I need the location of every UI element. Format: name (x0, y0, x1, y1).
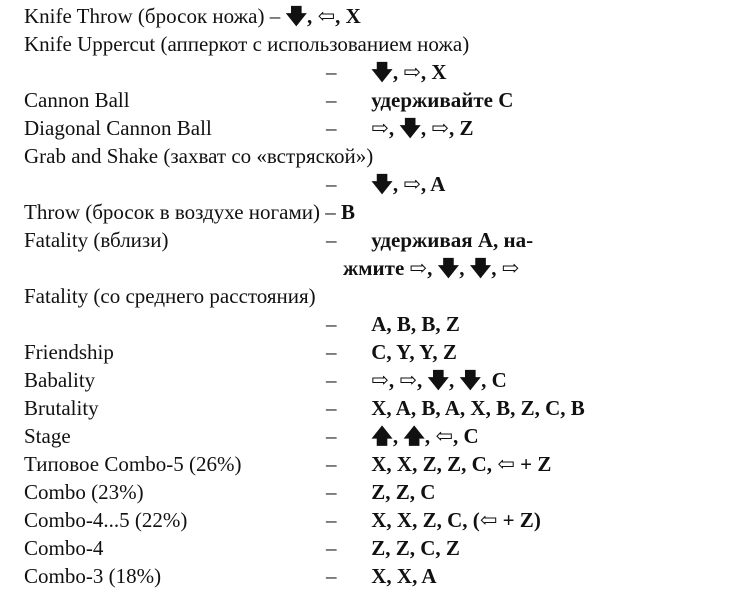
move-name: Типовое Combo-5 (26%) (24, 452, 242, 476)
move-combo-4-command-line (326, 534, 460, 562)
move-dash: – (326, 116, 337, 140)
move-babality-command-line (326, 366, 507, 394)
move-command: X, X, Z, C, (⇦ + Z) (371, 508, 541, 532)
move-dash: – (326, 536, 337, 560)
move-command: ⇨, ⇨, 🡇, 🡇, C (371, 368, 507, 392)
move-command: X, A, B, A, X, B, Z, C, B (371, 396, 585, 420)
move-name: Combo-4...5 (22%) (24, 508, 188, 532)
move-command: 🡇, ⇨, A (371, 172, 446, 196)
move-cannon-ball-command-line (326, 86, 513, 114)
move-name: Fatality (вблизи) (24, 228, 169, 252)
move-throw (24, 198, 355, 226)
move-grab-and-shake-name (24, 142, 373, 170)
move-command: A, B, B, Z (371, 312, 460, 336)
move-dash: – (326, 172, 337, 196)
move-command-line-2: жмите ⇨, 🡇, 🡇, ⇨ (343, 256, 520, 280)
move-name: Stage (24, 424, 71, 448)
move-command: X, X, A (371, 564, 437, 588)
move-name: Cannon Ball (24, 88, 130, 112)
move-diagonal-cannon-ball-name (24, 114, 212, 142)
move-dash: – (326, 424, 337, 448)
move-typical-combo-5-name (24, 450, 241, 478)
move-babality-name (24, 366, 95, 394)
move-combo-23-command-line (326, 478, 435, 506)
move-stage-name (24, 422, 71, 450)
move-combo-23-name (24, 478, 144, 506)
move-command-line-1: удерживая A, на- (371, 228, 534, 252)
move-name: Brutality (24, 396, 99, 420)
move-diagonal-cannon-ball-command-line (326, 114, 474, 142)
move-name: Combo (23%) (24, 480, 144, 504)
move-name: Babality (24, 368, 96, 392)
move-knife-uppercut-command-line (326, 58, 447, 86)
move-knife-throw (24, 2, 361, 30)
move-name: Throw (бросок в воздухе ногами) (24, 200, 320, 224)
move-knife-uppercut-name (24, 30, 469, 58)
move-friendship-command-line (326, 338, 457, 366)
move-dash: – (269, 4, 281, 28)
move-command: ⇨, 🡇, ⇨, Z (371, 116, 474, 140)
move-command: Z, Z, C (371, 480, 436, 504)
move-friendship-name (24, 338, 114, 366)
move-dash: – (326, 312, 337, 336)
move-name: Combo-4 (24, 536, 104, 560)
move-typical-combo-5-command-line (326, 450, 551, 478)
move-command: 🡇, ⇨, X (371, 60, 447, 84)
move-name: Combo-3 (18%) (24, 564, 162, 588)
move-dash: – (326, 452, 337, 476)
move-dash: – (326, 480, 337, 504)
move-name: Knife Throw (бросок ножа) (24, 4, 265, 28)
move-name: Knife Uppercut (апперкот с использованием ножа) (24, 32, 470, 56)
move-fatality-close-command-line-1 (326, 226, 533, 254)
move-command: удерживайте C (371, 88, 514, 112)
move-brutality-name (24, 394, 99, 422)
move-name: Grab and Shake (захват со «встряской») (24, 144, 374, 168)
move-command: 🡅, 🡅, ⇦, C (371, 424, 479, 448)
move-command: 🡇, ⇦, X (285, 4, 361, 28)
move-combo-4-name (24, 534, 103, 562)
move-name: Diagonal Cannon Ball (24, 116, 212, 140)
move-combo-3-name (24, 562, 161, 590)
move-command: C, Y, Y, Z (371, 340, 457, 364)
move-fatality-mid-name (24, 282, 316, 310)
move-dash: – (326, 88, 337, 112)
move-dash: – (326, 508, 337, 532)
move-stage-command-line (326, 422, 479, 450)
move-cannon-ball-name (24, 86, 130, 114)
move-fatality-close-name (24, 226, 168, 254)
move-dash: – (326, 396, 337, 420)
move-combo-3-command-line (326, 562, 437, 590)
move-dash: – (325, 200, 336, 224)
move-fatality-mid-command-line (326, 310, 460, 338)
move-name: Friendship (24, 340, 114, 364)
move-name: Fatality (со среднего расстояния) (24, 284, 316, 308)
move-grab-and-shake-command-line (326, 170, 445, 198)
move-dash: – (326, 60, 337, 84)
move-dash: – (326, 340, 337, 364)
move-fatality-close-command-line-2 (343, 254, 519, 282)
move-command: B (341, 200, 356, 224)
move-dash: – (326, 228, 337, 252)
move-dash: – (326, 564, 337, 588)
move-dash: – (326, 368, 337, 392)
move-combo-4-5-command-line (326, 506, 541, 534)
move-combo-4-5-name (24, 506, 187, 534)
move-command: X, X, Z, Z, C, ⇦ + Z (371, 452, 552, 476)
move-brutality-command-line (326, 394, 585, 422)
move-command: Z, Z, C, Z (371, 536, 460, 560)
